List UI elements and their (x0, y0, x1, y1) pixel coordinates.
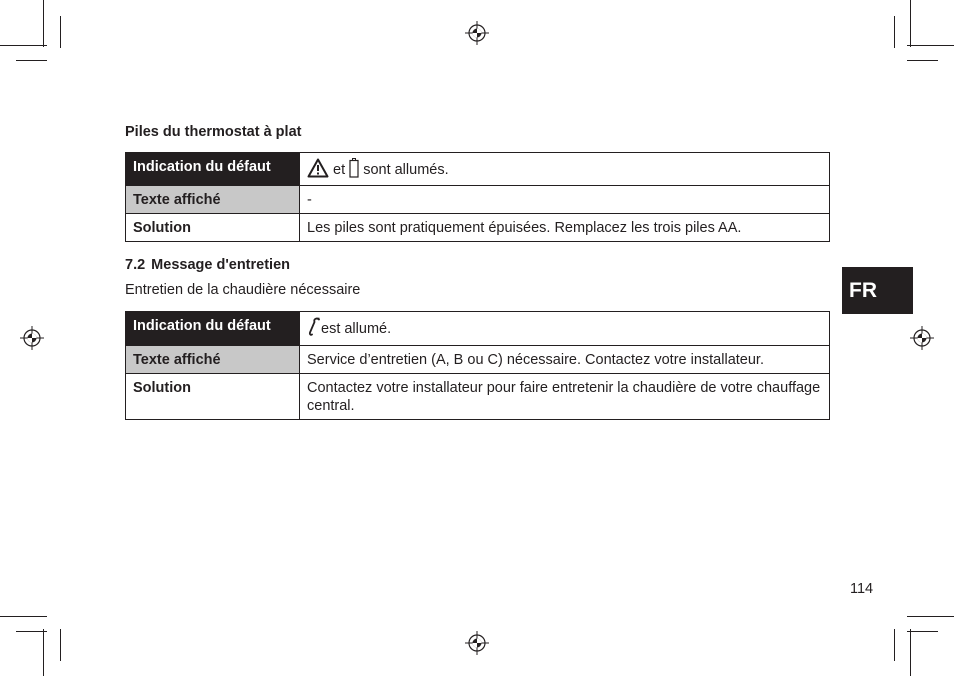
crop-mark (43, 629, 44, 676)
value-text: sont allumés. (363, 161, 449, 178)
section-title: Piles du thermostat à plat (125, 124, 302, 140)
crop-mark (43, 0, 44, 47)
maintenance-fault-table (125, 311, 830, 420)
crop-mark (907, 631, 938, 632)
row-label: Indication du défaut (126, 153, 300, 186)
row-value (300, 312, 830, 346)
row-value: Contactez votre installateur pour faire entretenir la chaudière de votre chauffage central. (300, 374, 830, 420)
crop-mark (16, 60, 47, 61)
table-row (126, 153, 830, 186)
row-label: Texte affiché (126, 346, 300, 374)
crop-mark (60, 16, 61, 48)
crop-mark (16, 631, 47, 632)
crop-mark (894, 629, 895, 661)
language-tab: FR (842, 267, 913, 314)
section-text: Entretien de la chaudière nécessaire (125, 282, 361, 298)
battery-icon (349, 158, 359, 183)
table-row (126, 374, 830, 420)
row-value: Service d’entretien (A, B ou C) nécessaire. Contactez votre installateur. (300, 346, 830, 374)
warning-icon (307, 158, 329, 183)
table-row (126, 312, 830, 346)
crop-mark (910, 629, 911, 676)
value-text: est allumé. (321, 321, 392, 337)
section-heading-title: Message d'entretien (151, 257, 290, 273)
row-label: Indication du défaut (126, 312, 300, 346)
row-label: Solution (126, 214, 300, 242)
wrench-icon (307, 317, 321, 342)
row-label: Texte affiché (126, 186, 300, 214)
crop-mark (907, 60, 938, 61)
crop-mark (0, 616, 47, 617)
page-number: 114 (850, 581, 874, 597)
row-value: - (300, 186, 830, 214)
battery-fault-table (125, 152, 830, 242)
table-row (126, 214, 830, 242)
row-label: Solution (126, 374, 300, 420)
registration-mark-icon (910, 326, 934, 350)
table-row (126, 186, 830, 214)
table-row (126, 346, 830, 374)
row-value (300, 153, 830, 186)
registration-mark-icon (465, 631, 489, 655)
crop-mark (60, 629, 61, 661)
crop-mark (907, 616, 954, 617)
registration-mark-icon (20, 326, 44, 350)
row-value: Les piles sont pratiquement épuisées. Remplacez les trois piles AA. (300, 214, 830, 242)
value-text: et (333, 161, 346, 178)
section-number: 7.2 (125, 257, 146, 273)
crop-mark (907, 45, 954, 46)
crop-mark (0, 45, 47, 46)
crop-mark (894, 16, 895, 48)
section-heading (125, 257, 290, 273)
registration-mark-icon (465, 21, 489, 45)
crop-mark (910, 0, 911, 47)
